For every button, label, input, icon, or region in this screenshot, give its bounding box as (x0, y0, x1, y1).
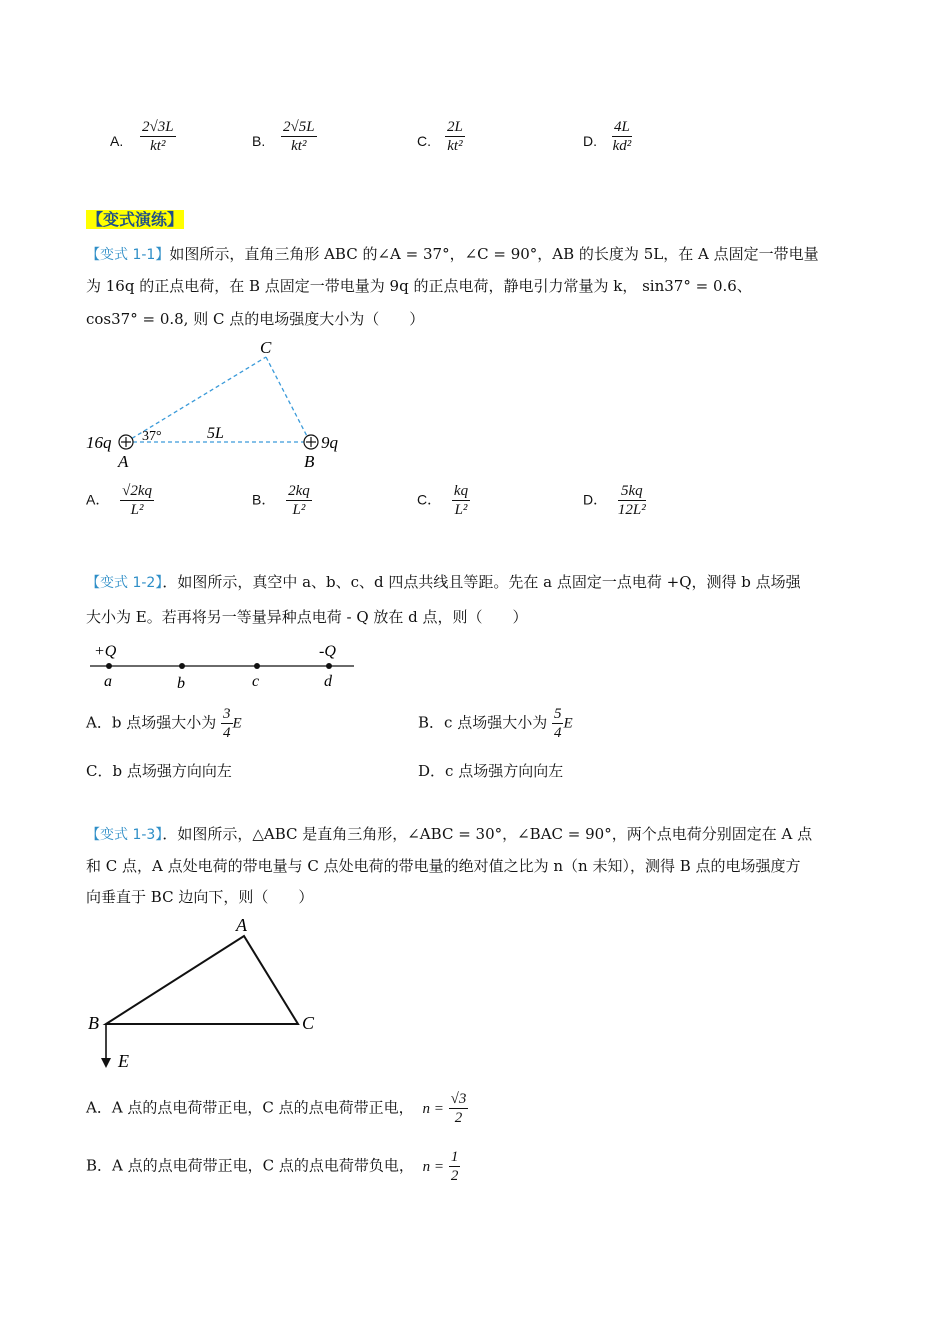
v13-label-a: A (236, 915, 247, 935)
q0-option-b-fraction (281, 118, 317, 155)
v13-label-c: C (302, 1013, 315, 1033)
v11-label-qb: 9q (321, 433, 338, 452)
v12-option-b-num: 5 (553, 706, 562, 722)
q0-option-d-label: D. (583, 133, 597, 149)
q0-option-d-den: kd² (612, 138, 632, 154)
v12-option-a-num: 3 (223, 706, 231, 722)
v11-edge-cb (266, 357, 310, 442)
q0-option-c-den: kt² (447, 138, 463, 154)
v13-triangle-figure (80, 912, 340, 1077)
v11-line3: cos37° = 0.8, 则 C 点的电场强度大小为（ ） (86, 310, 425, 328)
v12-label-d: d (324, 673, 332, 690)
v11-label-b: B (304, 452, 315, 471)
q0-option-b-num: 2√5L (283, 119, 315, 135)
v12-label-qa: +Q (94, 643, 117, 660)
v11-label-angle: 37° (142, 429, 162, 444)
v11-option-b-label: B． (252, 491, 276, 508)
v13-option-b-num: 1 (450, 1149, 459, 1165)
v11-option-d-num: 5kq (618, 482, 646, 501)
v11-option-a-den: L² (130, 502, 144, 518)
v12-option-a-label: A．b 点场强大小为 (86, 713, 217, 732)
v12-option-a-tail: E (232, 715, 242, 732)
v13-tag: 【变式 1-3】 (86, 827, 163, 843)
q0-option-a-num: 2√3L (142, 119, 174, 135)
v11-line2: 为 16q 的正点电荷，在 B 点固定一带电量为 9q 的正点电荷，静电引力常量为 k， sin37° = 0.6、 (86, 277, 752, 295)
v12-label-c: c (252, 673, 260, 690)
v11-label-length: 5L (207, 425, 224, 442)
v13-option-b-label: B．A 点的点电荷带正电，C 点的点电荷带负电， (86, 1156, 414, 1175)
v13-line2: 和 C 点，A 点处电荷的带电量与 C 点处电荷的带电量的绝对值之比为 n（n 未知），测得 B 点的电场强度方 (86, 857, 801, 875)
v11-triangle-figure (80, 335, 380, 475)
v11-option-b-den: L² (292, 502, 306, 518)
v11-option-d-den: 12L² (617, 502, 646, 518)
v13-line3: 向垂直于 BC 边向下，则（ ） (86, 888, 314, 906)
v11-label-qa: 16q (86, 433, 112, 452)
q0-option-a-den: kt² (150, 138, 166, 154)
v13-option-a (86, 1090, 468, 1127)
v11-label-c: C (260, 338, 272, 357)
v12-point-c (254, 663, 260, 669)
v13-label-e: E (118, 1051, 129, 1071)
v12-line-figure (86, 638, 366, 694)
v11-option-a-label: A． (86, 491, 110, 508)
q0-option-d-num: 4L (614, 119, 630, 135)
q0-option-c-num: 2L (447, 119, 463, 135)
v12-option-b-label: B．c 点场强大小为 (418, 713, 548, 732)
q0-option-c-fraction (445, 118, 465, 155)
v12-line2: 大小为 E。若再将另一等量异种点电荷 - Q 放在 d 点，则（ ） (86, 608, 528, 626)
q0-option-a-fraction (140, 118, 176, 155)
v13-option-b (86, 1148, 460, 1185)
v12-point-b (179, 663, 185, 669)
v11-option-a (86, 482, 154, 519)
v12-point-a (106, 663, 112, 669)
v12-line1-text: ．如图所示，真空中 a、b、c、d 四点共线且等距。先在 a 点固定一点电荷 +Q，测得 b 点场强 (162, 573, 801, 591)
v13-triangle (106, 936, 298, 1024)
v12-option-b-tail: E (563, 715, 573, 732)
q0-option-a-label: A. (110, 133, 124, 149)
v12-option-b (418, 705, 573, 742)
v11-line1 (86, 238, 819, 271)
v13-option-a-den: 2 (454, 1110, 463, 1126)
v13-line1-text: ．如图所示，△ABC 是直角三角形，∠ABC = 30°，∠BAC = 90°，两个点电荷分别固定在 A 点 (162, 825, 813, 843)
v13-option-b-den: 2 (450, 1168, 459, 1184)
q0-option-c-label: C. (417, 133, 431, 149)
v11-option-b-num: 2kq (288, 483, 310, 499)
v13-option-a-label: A．A 点的点电荷带正电，C 点的点电荷带正电， (86, 1098, 414, 1117)
v11-label-a: A (118, 452, 129, 471)
q0-option-d-fraction (612, 118, 632, 155)
v11-option-c-den: L² (454, 502, 468, 518)
v11-option-d-label: D． (583, 491, 608, 508)
v13-line1 (86, 818, 812, 851)
v13-label-b: B (88, 1013, 99, 1033)
v13-option-b-n: n = (422, 1158, 445, 1175)
v12-tag: 【变式 1-2】 (86, 575, 163, 591)
v11-option-d (583, 482, 646, 519)
v13-arrow-head-icon (101, 1058, 111, 1068)
q0-option-b-label: B. (252, 133, 266, 149)
v12-option-a-den: 4 (223, 725, 231, 741)
section-banner (86, 207, 184, 230)
section-banner-text: 【变式演练】 (87, 210, 184, 229)
v13-option-a-num: √3 (450, 1091, 467, 1107)
v11-option-a-num: √2kq (122, 483, 153, 499)
v11-option-b (252, 482, 312, 519)
v12-option-d: D．c 点场强方向向左 (418, 762, 564, 780)
v12-label-a: a (104, 673, 112, 690)
v11-option-c-num: kq (453, 483, 469, 499)
v12-option-c: C．b 点场强方向向左 (86, 762, 232, 780)
v12-line1 (86, 566, 801, 599)
v12-point-d (326, 663, 332, 669)
q0-option-b-den: kt² (291, 138, 307, 154)
v12-option-b-den: 4 (553, 725, 562, 741)
v11-option-c (417, 482, 470, 519)
v13-option-a-n: n = (422, 1100, 444, 1117)
v11-line1-text: 如图所示，直角三角形 ABC 的∠A = 37°，∠C = 90°，AB 的长度为 5L，在 A 点固定一带电量 (169, 245, 819, 263)
v12-label-b: b (177, 675, 185, 692)
v11-option-c-label: C． (417, 491, 442, 508)
v11-tag: 【变式 1-1】 (86, 247, 170, 263)
v12-label-qd: -Q (319, 643, 336, 660)
v12-option-a (86, 705, 242, 742)
